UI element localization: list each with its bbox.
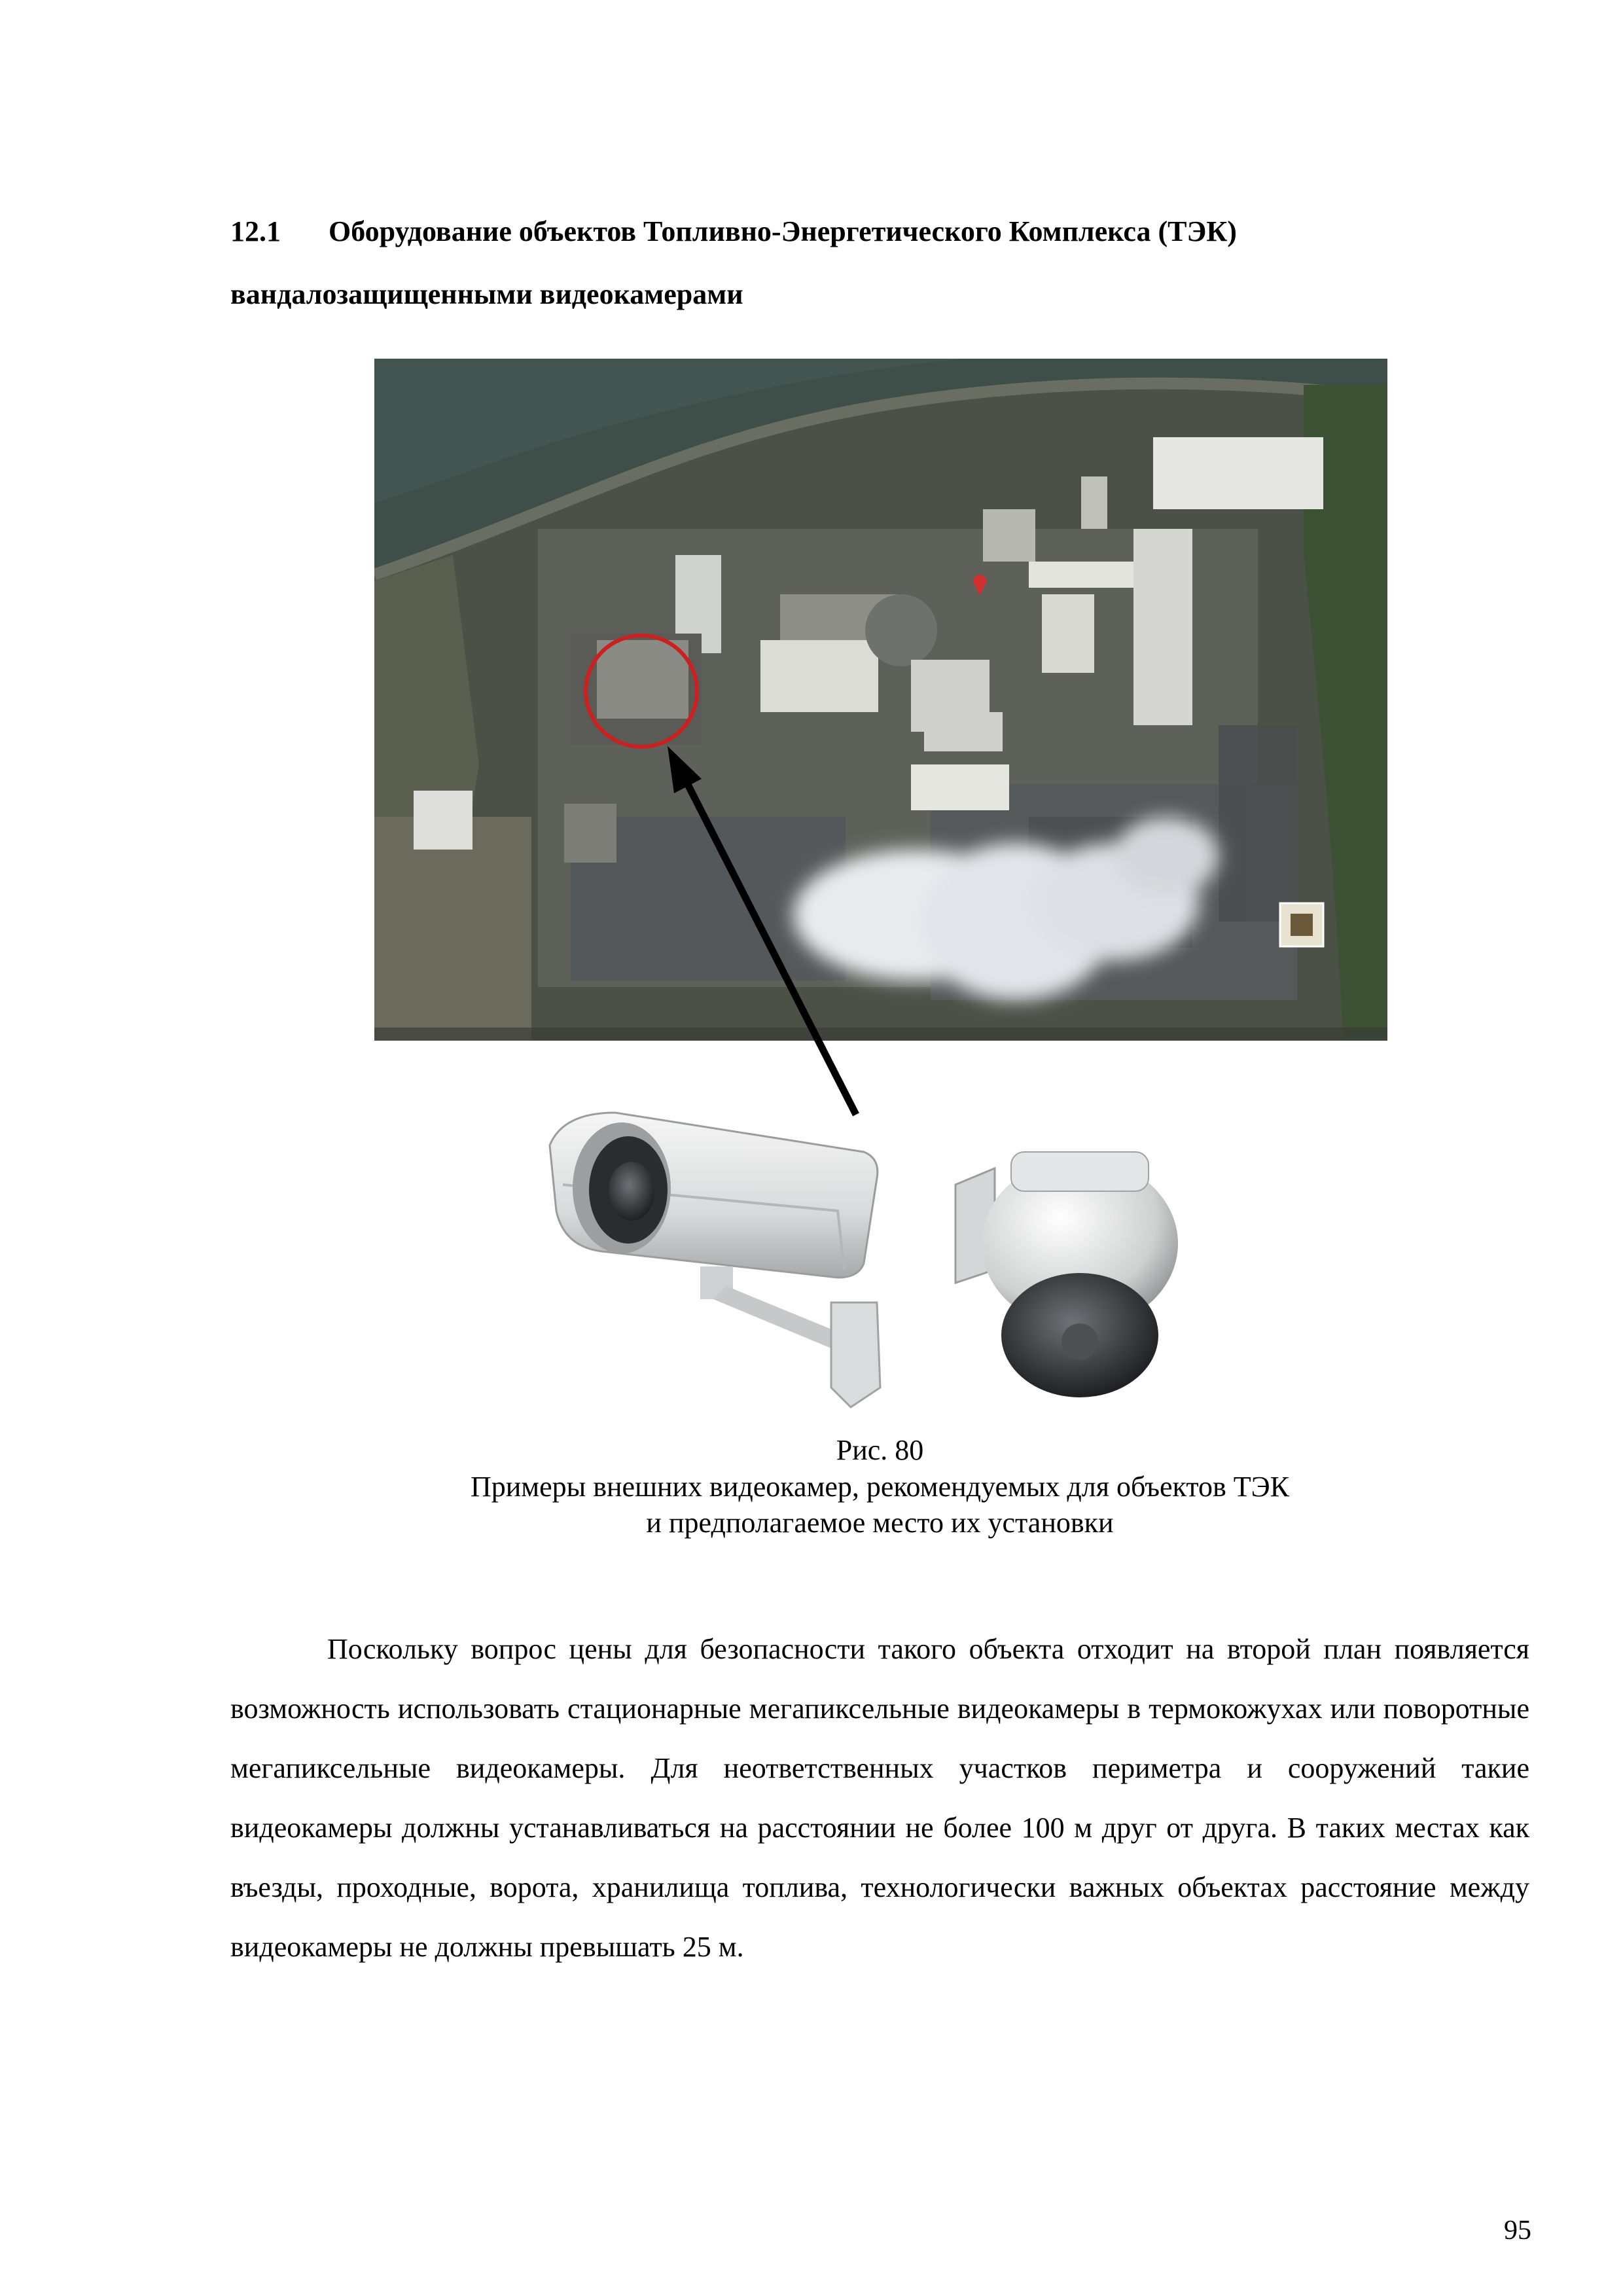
paragraph-text: Поскольку вопрос цены для безопасности такого объекта отходит на второй план появляется возможность использовать стационарные мегапиксельные видеокамеры в термокожухах или поворотные мегапиксельные видеокамеры. Для неответственных участков периметра и сооружений такие видеокамеры должны устанавливаться на расстоянии не более 100 м друг от друга. В таких местах как въезды, проходные, ворота, хранилища топлива, технологически важных объектах расстояние между видеокамеры не должны превышать 25 м. (230, 1633, 1529, 1963)
camera-examples-image (524, 1106, 1243, 1433)
section-number: 12.1 (230, 215, 281, 247)
heading-text-line-2: вандалозащищенными видеокамерами (230, 278, 743, 310)
figure-caption-number: Рис. 80 (836, 1434, 924, 1466)
body-paragraph (230, 1619, 1529, 1977)
box-camera-illustration (550, 1113, 880, 1407)
figure-caption-line-2: и предполагаемое место их установки (646, 1507, 1114, 1539)
figure-caption-line-1: Примеры внешних видеокамер, рекомендуемых для объектов ТЭК (470, 1471, 1290, 1503)
page-number: 95 (1504, 2215, 1531, 2246)
heading-line-1 (230, 200, 1408, 263)
heading-text-line-1: Оборудование объектов Топливно-Энергетического Комплекса (ТЭК) (329, 215, 1237, 247)
section-heading (230, 200, 1408, 326)
dome-camera-illustration (955, 1152, 1178, 1397)
satellite-map-image (374, 359, 1387, 1041)
